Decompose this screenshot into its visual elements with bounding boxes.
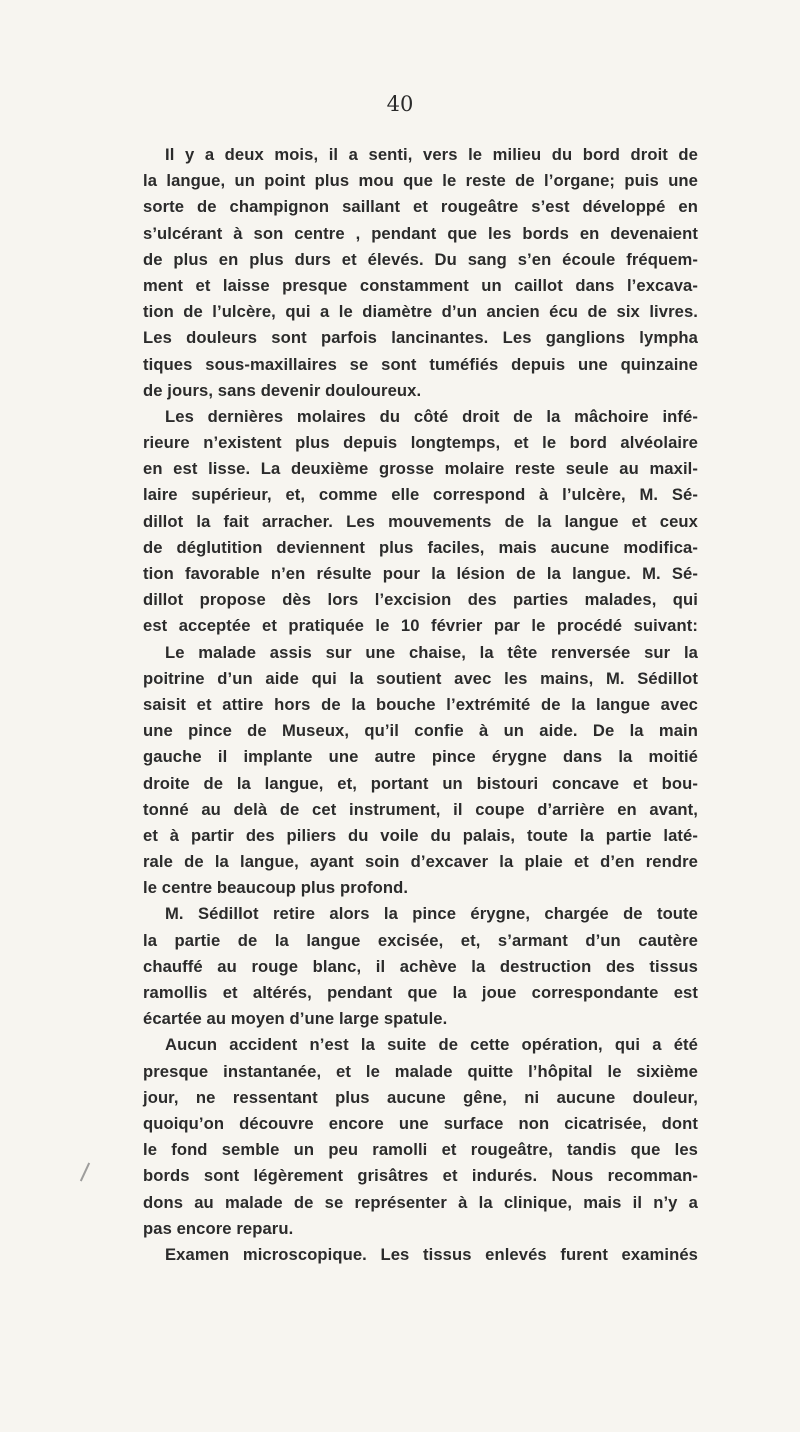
- text-line: de jours, sans devenir douloureux.: [143, 380, 422, 400]
- text-line: une pince de Museux, qu’il confie à un aide. De la main: [143, 721, 698, 741]
- text-line: et à partir des piliers du voile du palais, toute la partie laté-: [143, 825, 698, 845]
- text-line: quoiqu’on découvre encore une surface non cicatrisée, dont: [143, 1113, 698, 1133]
- text-line: tion de l’ulcère, qui a le diamètre d’un ancien écu de six livres.: [143, 302, 698, 322]
- text-line: de plus en plus durs et élevés. Du sang s’en écoule fréquem-: [143, 249, 698, 269]
- text-line: écartée au moyen d’une large spatule.: [143, 1009, 448, 1029]
- text-line: rieure n’existent plus depuis longtemps, et le bord alvéolaire: [143, 433, 698, 453]
- text-line: dillot la fait arracher. Les mouvements de la langue et ceux: [143, 511, 698, 531]
- text-line: ment et laisse presque constamment un caillot dans l’excava-: [143, 275, 698, 295]
- text-line: rale de la langue, ayant soin d’excaver la plaie et d’en rendre: [143, 852, 698, 872]
- text-line: le centre beaucoup plus profond.: [143, 878, 409, 898]
- text-line: pas encore reparu.: [143, 1218, 294, 1238]
- body-text: [143, 142, 698, 1268]
- text-line: poitrine d’un aide qui la soutient avec les mains, M. Sédillot: [143, 668, 698, 688]
- text-line: dons au malade de se représenter à la clinique, mais il n’y a: [143, 1192, 698, 1212]
- text-line: la langue, un point plus mou que le reste de l’organe; puis une: [143, 171, 698, 191]
- text-line: Les dernières molaires du côté droit de la mâchoire infé-: [165, 406, 698, 426]
- text-line: en est lisse. La deuxième grosse molaire reste seule au maxil-: [143, 459, 698, 479]
- text-line: tiques sous-maxillaires se sont tuméfiés depuis une quinzaine: [143, 354, 698, 374]
- text-line: s’ulcérant à son centre , pendant que les bords en devenaient: [143, 223, 698, 243]
- text-line: Il y a deux mois, il a senti, vers le milieu du bord droit de: [165, 145, 698, 164]
- text-line: gauche il implante une autre pince érygne dans la moitié: [143, 747, 698, 767]
- text-line: saisit et attire hors de la bouche l’extrémité de la langue avec: [143, 694, 698, 714]
- text-line: dillot propose dès lors l’excision des parties malades, qui: [143, 590, 698, 610]
- text-line: la partie de la langue excisée, et, s’armant d’un cautère: [143, 930, 698, 950]
- text-line: Le malade assis sur une chaise, la tête renversée sur la: [165, 642, 698, 662]
- text-line: le fond semble un peu ramolli et rougeâtre, tandis que les: [143, 1140, 698, 1160]
- text-line: droite de la langue, et, portant un bistouri concave et bou-: [143, 773, 698, 793]
- text-line: est acceptée et pratiquée le 10 février par le procédé suivant:: [143, 616, 698, 636]
- margin-mark: [80, 1163, 90, 1182]
- text-line: de déglutition deviennent plus faciles, mais aucune modifica-: [143, 537, 698, 557]
- text-line: chauffé au rouge blanc, il achève la destruction des tissus: [143, 956, 698, 976]
- text-line: Les douleurs sont parfois lancinantes. Les ganglions lympha: [143, 328, 698, 348]
- text-line: tion favorable n’en résulte pour la lésion de la langue. M. Sé-: [143, 564, 698, 583]
- text-line: jour, ne ressentant plus aucune gêne, ni aucune douleur,: [143, 1087, 698, 1107]
- text-line: ramollis et altérés, pendant que la joue correspondante est: [143, 983, 698, 1002]
- text-line: bords sont légèrement grisâtres et indurés. Nous recomman-: [143, 1166, 698, 1186]
- text-line: presque instantanée, et le malade quitte l’hôpital le sixième: [143, 1061, 698, 1081]
- page-number: 40: [386, 92, 414, 116]
- text-line: Examen microscopique. Les tissus enlevés furent examinés: [165, 1244, 698, 1264]
- text-line: sorte de champignon saillant et rougeâtre s’est développé en: [143, 197, 698, 217]
- text-line: tonné au delà de cet instrument, il coupe d’arrière en avant,: [143, 799, 698, 819]
- text-line: M. Sédillot retire alors la pince érygne, chargée de toute: [165, 904, 698, 924]
- text-line: Aucun accident n’est la suite de cette opération, qui a été: [165, 1035, 698, 1055]
- text-line: laire supérieur, et, comme elle correspond à l’ulcère, M. Sé-: [143, 485, 698, 505]
